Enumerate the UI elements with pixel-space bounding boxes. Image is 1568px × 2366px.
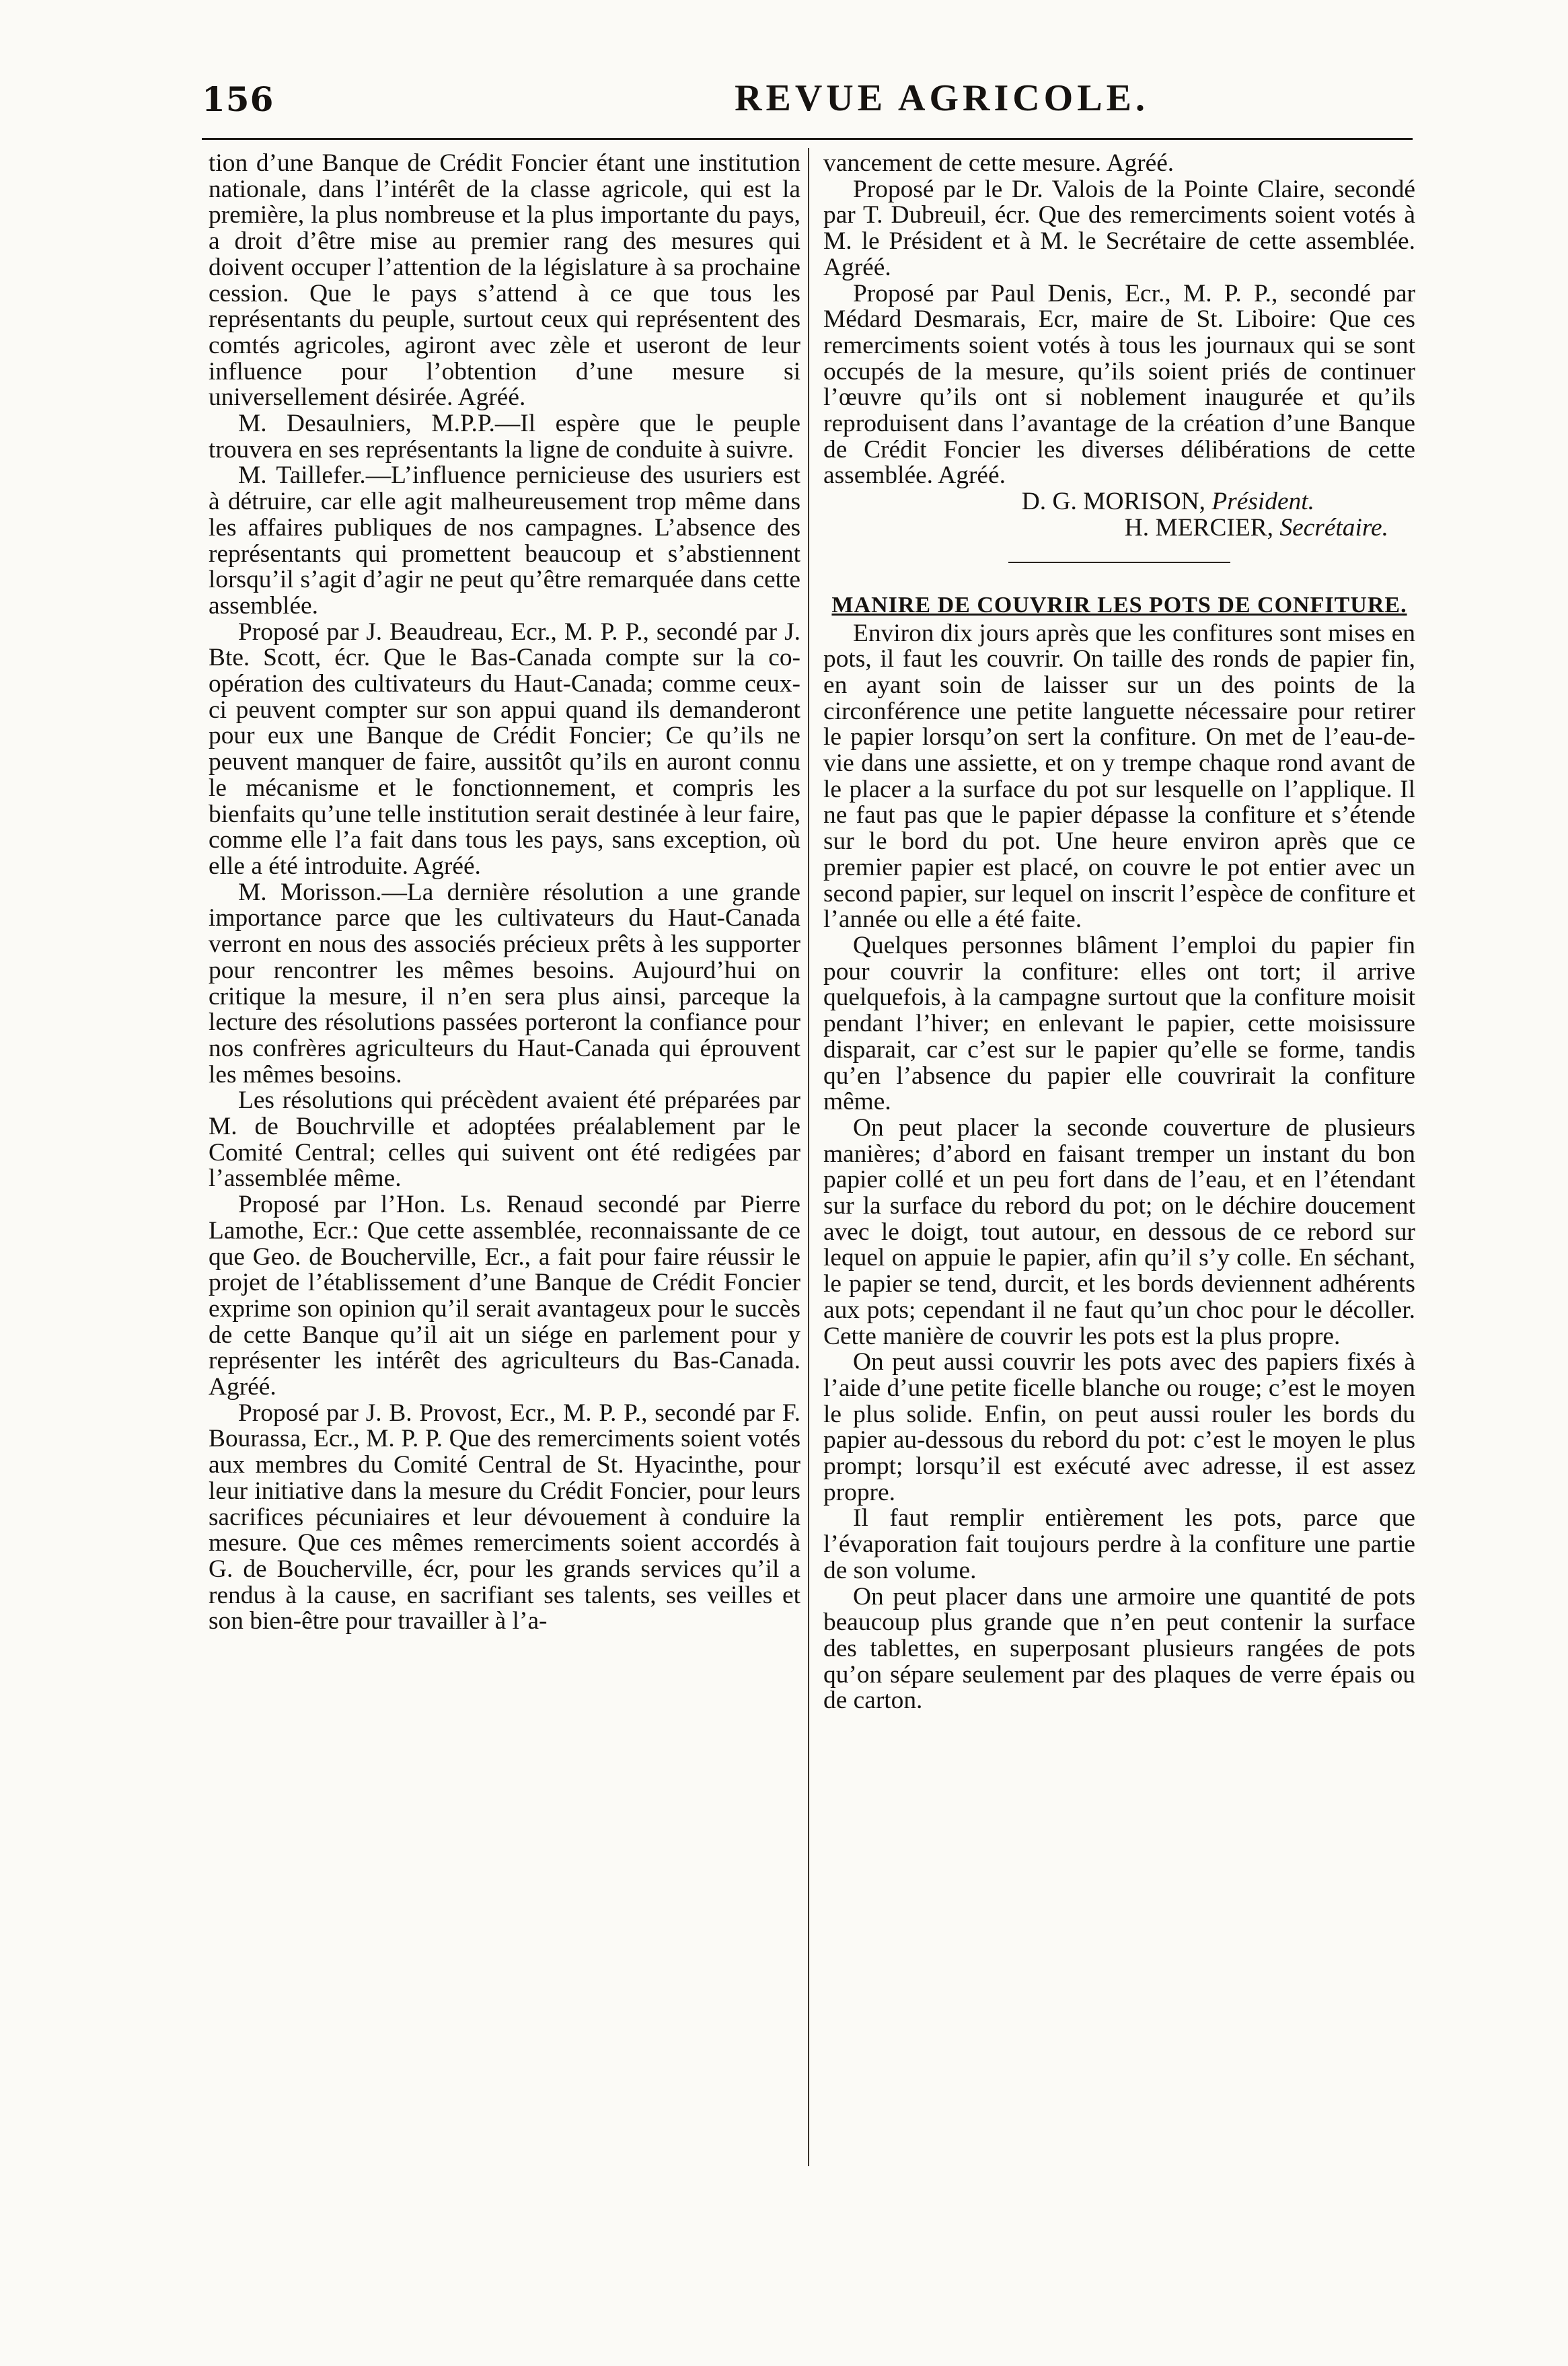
secretary-role: Secrétaire. <box>1279 513 1388 542</box>
paragraph: On peut aussi couvrir les pots avec des papiers fixés à l’aide d’une petite ficelle blanche ou rouge; c’est le moyen le plus solide. Enfin, on peut aussi rouler les bords du papier au-dessous du rebord du pot: c’est le moyen le plus prompt; lorsqu’il est exécuté avec adresse, il est assez propre. <box>823 1348 1415 1506</box>
paragraph: Proposé par J. B. Provost, Ecr., M. P. P., secondé par F. Bourassa, Ecr., M. P. P. Que des remerciments soient votés aux membres du Comité Central de St. Hyacinthe, pour leur initiative dans la mesure du Crédit Foncier, pour leurs sacrifices pécuniaires et leur dévouement à conduire la mesure. Que ces mêmes remerciments soient accordés à G. de Boucherville, écr, pour les grands services qu’il a rendus à la cause, en sacrifiant ses talents, ses veilles et son bien-être pour travailler à l’a- <box>209 1399 800 1635</box>
paragraph: Environ dix jours après que les confitures sont mises en pots, il faut les couvrir. On taille des ronds de papier fin, en ayant soin de laisser sur un des points de la circonférence une petite languette nécessaire pour retirer le papier lorsqu’on sert la confiture. On met de l’eau-de-vie dans une assiette, et on y trempe chaque rond avant de le placer a la surface du pot sur lesquelle on l’applique. Il ne faut pas que le papier dépasse la confiture et s’étende sur le bord du pot. Une heure environ après que ce premier papier est placé, on couvre le pot entier avec un second papier, sur lequel on inscrit l’espèce de confiture et l’année ou elle a été faite. <box>823 619 1415 934</box>
paragraph: Proposé par l’Hon. Ls. Renaud secondé par Pierre Lamothe, Ecr.: Que cette assemblée, reconnaissante de ce que Geo. de Boucherville, Ecr., a fait pour faire réussir le projet de l’établissement d’une Banque de Crédit Foncier exprime son opinion qu’il serait avantageux pour le succès de cette Banque qu’il ait un siége en parlement pour y représenter les intérêt des agriculteurs du Bas-Canada. Agréé. <box>209 1191 800 1401</box>
secretary-name: H. MERCIER, <box>1124 513 1274 542</box>
paragraph: Il faut remplir entièrement les pots, parce que l’évaporation fait toujours perdre à la confiture une partie de son volume. <box>823 1504 1415 1584</box>
paragraph: M. Desaulniers, M.P.P.—Il espère que le peuple trouvera en ses représentants la ligne de conduite à suivre. <box>209 410 800 464</box>
signature-president <box>823 489 1415 515</box>
right-column <box>823 151 1415 1714</box>
president-name: D. G. MORISON, <box>1021 488 1205 516</box>
paragraph: On peut placer la seconde couverture de plusieurs manières; d’abord en faisant tremper un instant du bon papier collé et un peu fort dans de l’eau, et en l’étendant sur la surface du rebord du pot; on le déchire doucement avec le doigt, tout autour, en dessous de ce rebord sur lequel on appuie le papier, afin qu’il s’y colle. En séchant, le papier se tend, durcit, et les bords deviennent adhérents aux pots; cependant il ne faut qu’un choc pour le décoller. Cette manière de couvrir les pots est la plus propre. <box>823 1113 1415 1350</box>
signature-secretary <box>823 515 1415 542</box>
running-head-title: REVUE AGRICOLE. <box>735 77 1149 119</box>
section-title: MANIRE DE COUVRIR LES POTS DE CONFITURE. <box>831 592 1407 618</box>
left-column <box>209 151 800 1635</box>
paragraph: Quelques personnes blâment l’emploi du papier fin pour couvrir la confiture: elles ont tort; il arrive quelquefois, à la campagne surtout que la confiture moisit pendant l’hiver; en enlevant le papier, cette moisissure disparait, car c’est sur le papier qu’elle se forme, tandis qu’en l’absence du papier elle couvrirait la confiture même. <box>823 931 1415 1116</box>
paragraph: vancement de cette mesure. Agréé. <box>823 149 1174 177</box>
section-rule <box>1008 562 1230 563</box>
paragraph: M. Morisson.—La dernière résolution a une grande importance parce que les cultivateurs du Haut-Canada verront en nous des associés précieux prêts à les supporter pour rencontrer les mêmes besoins. Aujourd’hui on critique la mesure, il n’en sera plus ainsi, parceque la lecture des résolutions passées porteront la confiance pour nos confrères agriculteurs du Haut-Canada qui éprouvent les mêmes besoins. <box>209 878 800 1088</box>
header-rule <box>202 138 1413 140</box>
paragraph: On peut placer dans une armoire une quantité de pots beaucoup plus grande que n’en peut contenir la surface des tablettes, en superposant plusieurs rangées de pots qu’on sépare seulement par des plaques de verre épais ou de carton. <box>823 1582 1415 1715</box>
paragraph: Proposé par Paul Denis, Ecr., M. P. P., secondé par Médard Desmarais, Ecr, maire de St. Liboire: Que ces remerciments soient votés à tous les journaux qui se sont occupés de la mesure, qu’ils soient priés de continuer l’œuvre qu’ils ont si noblement inaugurée et qu’ils reproduisent dans l’avantage de la création d’une Banque de Crédit Foncier les diverses délibérations de cette assemblée. Agréé. <box>823 279 1415 490</box>
page-number: 156 <box>202 79 274 119</box>
paragraph: Proposé par le Dr. Valois de la Pointe Claire, secondé par T. Dubreuil, écr. Que des remerciments soient votés à M. le Président et à M. le Secrétaire de cette assemblée. Agréé. <box>823 175 1415 281</box>
paragraph: tion d’une Banque de Crédit Foncier étant une institution nationale, dans l’intérêt de la classe agricole, qui est la première, la plus nombreuse et la plus importante du pays, a droit d’être mise au premier rang des mesures qui doivent occuper l’attention de la législature à sa prochaine cession. Que le pays s’attend à ce que tous les représentants du peuple, surtout ceux qui représentent des comtés agricoles, agiront avec zèle et useront de leur influence pour l’obtention d’une mesure si universellement désirée. Agréé. <box>209 149 800 412</box>
president-role: Président. <box>1211 488 1314 516</box>
paragraph: M. Taillefer.—L’influence pernicieuse des usuriers est à détruire, car elle agit malheureusement trop même dans les affaires publiques de nos campagnes. L’absence des représentants qui promettent beaucoup et s’abstiennent lorsqu’il s’agit d’agir ne peut qu’être remarquée dans cette assemblée. <box>209 461 800 620</box>
paragraph: Les résolutions qui précèdent avaient été préparées par M. de Bouchrville et adoptées préalablement par le Comité Central; celles qui suivent ont été redigées par l’assemblée même. <box>209 1086 800 1193</box>
column-divider <box>808 148 809 2166</box>
paragraph: Proposé par J. Beaudreau, Ecr., M. P. P., secondé par J. Bte. Scott, écr. Que le Bas-Canada compte sur la co-opération des cultivateurs du Haut-Canada; comme ceux-ci peuvent compter sur son appui quand ils demanderont pour eux une Banque de Crédit Foncier; Ce qu’ils ne peuvent manquer de faire, aussitôt qu’ils en auront connu le mécanisme et le fonctionnement, et compris les bienfaits qu’une telle institution serait destinée à leur faire, comme elle l’a fait dans tous les pays, sans exception, où elle a été introduite. Agréé. <box>209 618 800 880</box>
